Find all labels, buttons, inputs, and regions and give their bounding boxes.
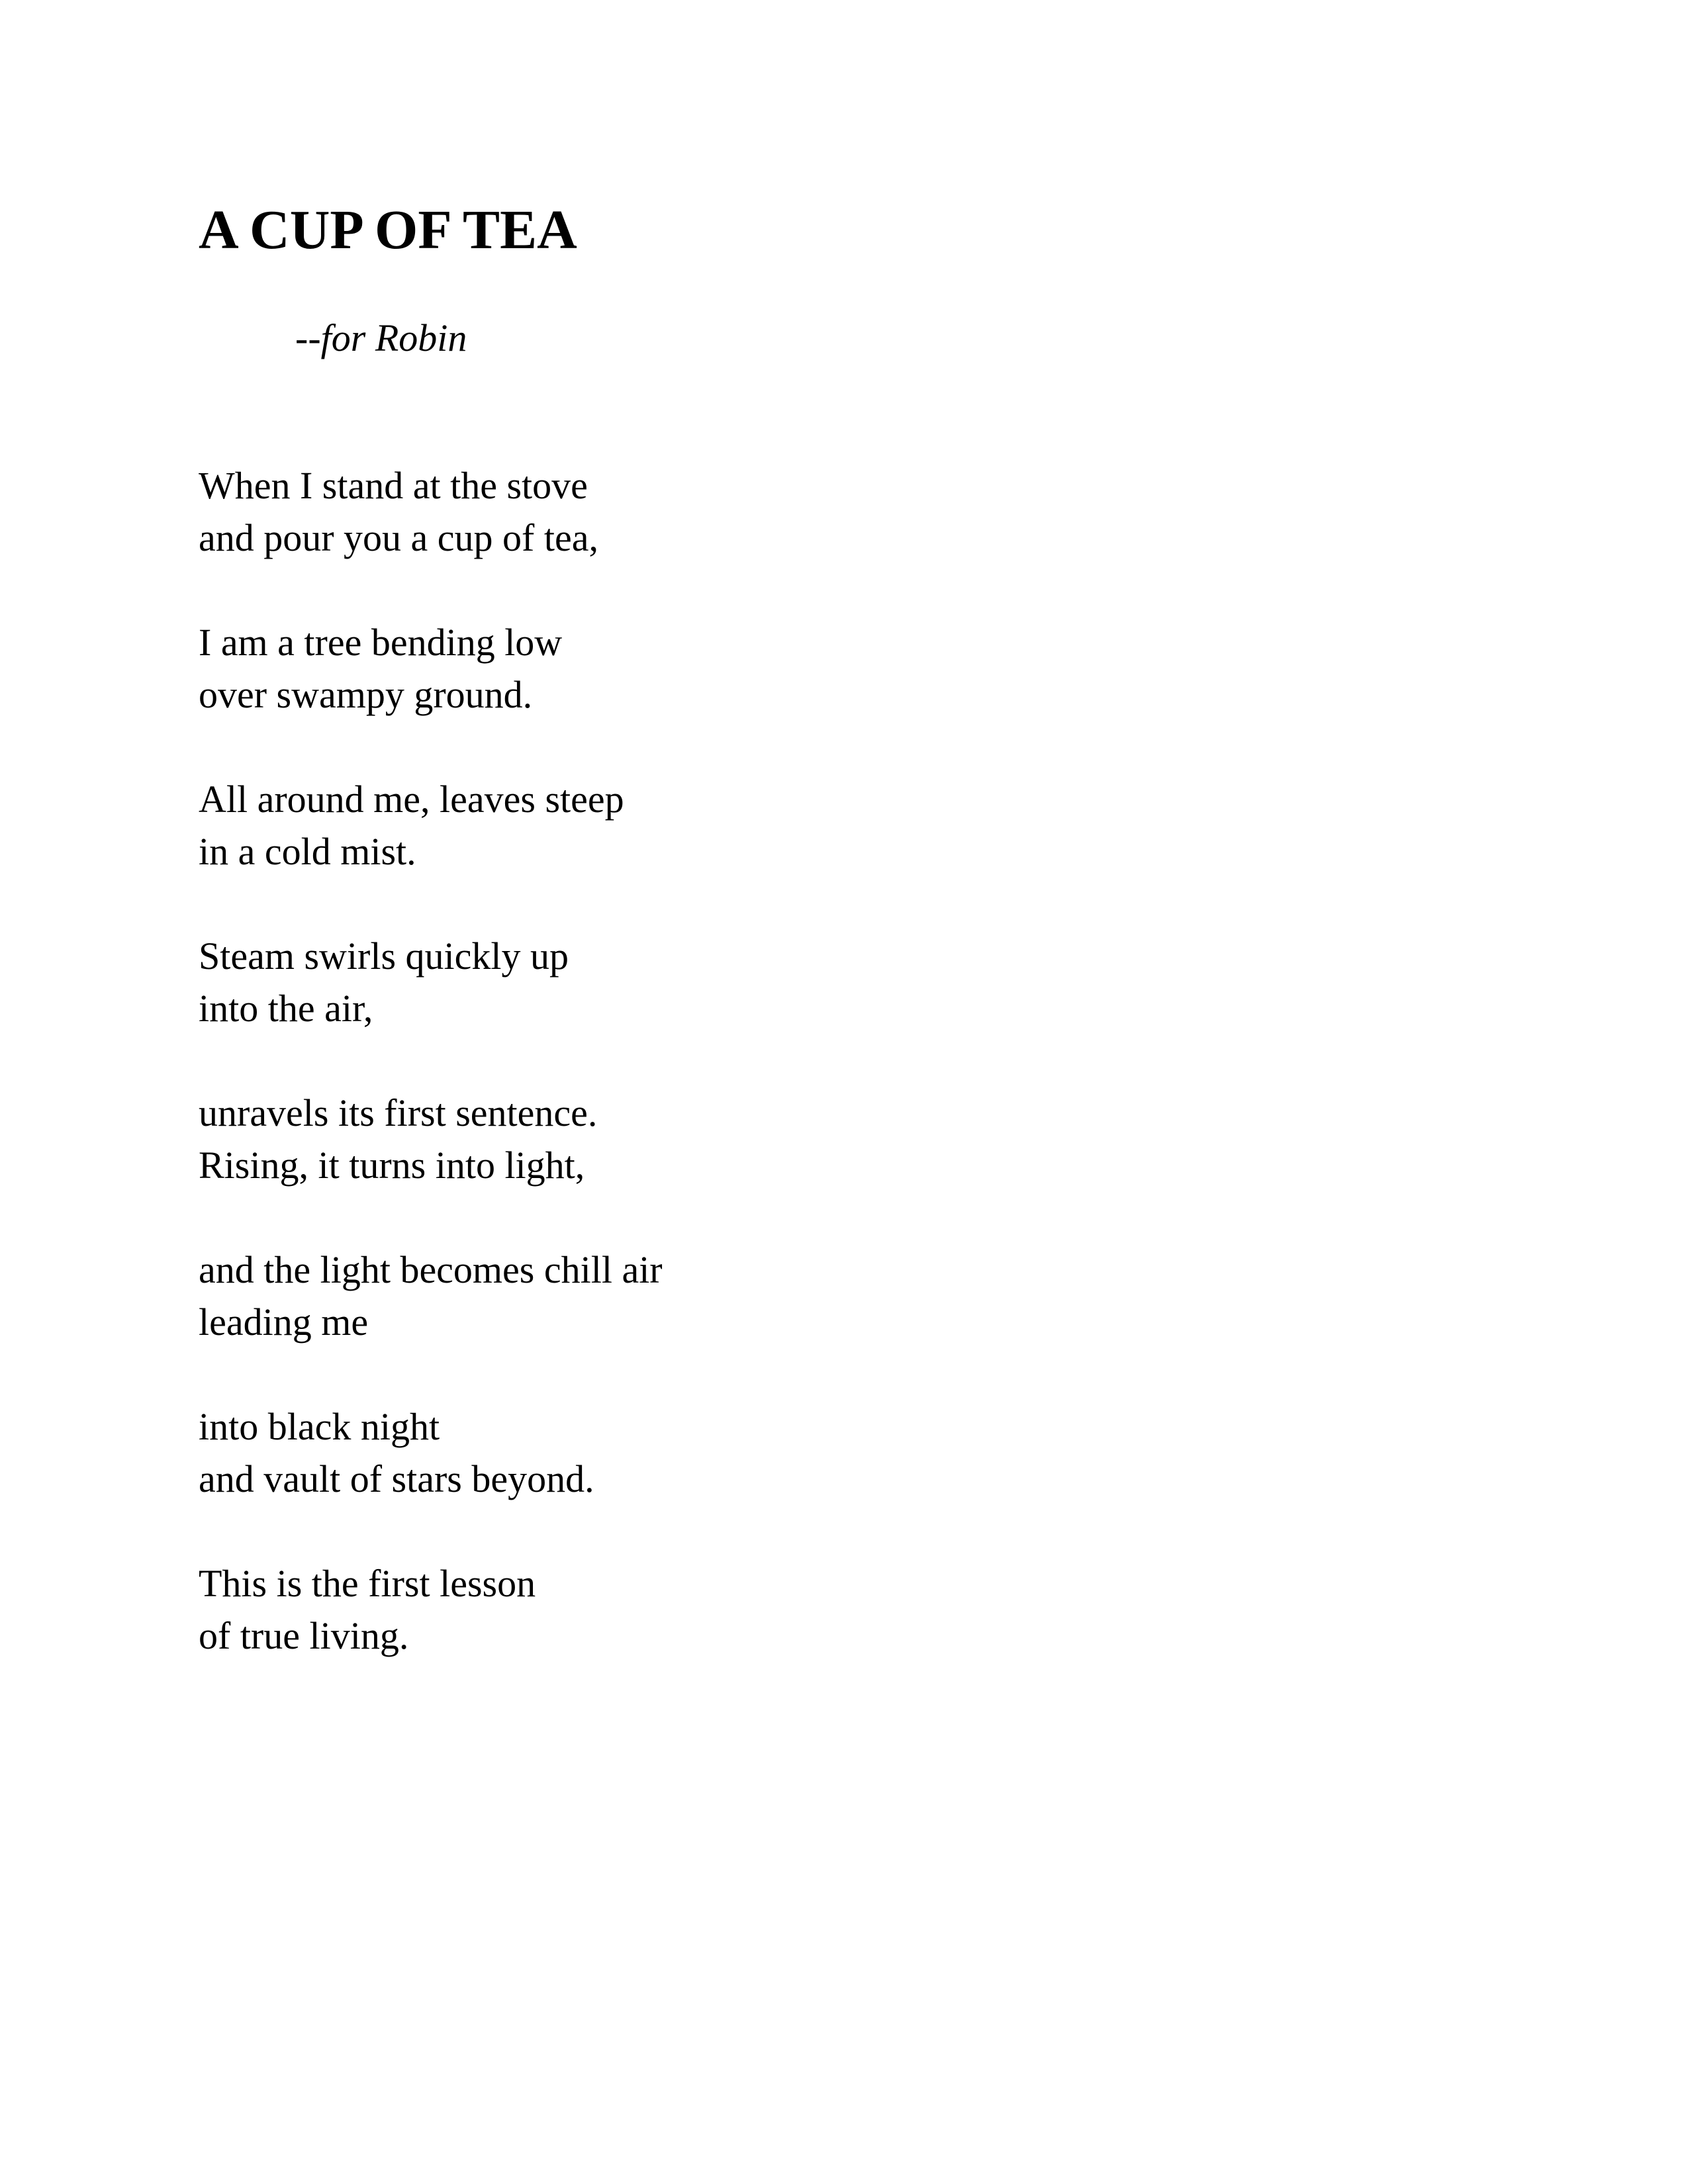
poem-line: in a cold mist.	[199, 830, 416, 873]
stanza	[199, 930, 663, 1034]
poem-line: I am a tree bending low	[199, 621, 563, 664]
poem-line: and vault of stars beyond.	[199, 1457, 594, 1500]
poem-dedication: --for Robin	[295, 316, 467, 359]
poem-line: into black night	[199, 1405, 440, 1448]
poem-line: over swampy ground.	[199, 673, 533, 716]
stanza	[199, 1557, 663, 1662]
stanza	[199, 1400, 663, 1505]
poem-line: unravels its first sentence.	[199, 1091, 598, 1134]
poem-line: and the light becomes chill air	[199, 1248, 663, 1291]
poem-line: and pour you a cup of tea,	[199, 516, 598, 559]
poem-line: Rising, it turns into light,	[199, 1144, 585, 1187]
poem-line: Steam swirls quickly up	[199, 934, 569, 978]
stanza	[199, 1087, 663, 1191]
poem-line: into the air,	[199, 987, 373, 1030]
poem-line: All around me, leaves steep	[199, 778, 624, 821]
stanza	[199, 1244, 663, 1348]
stanza	[199, 459, 663, 564]
poem-body	[199, 459, 663, 1714]
poem-title: A CUP OF TEA	[199, 199, 577, 261]
poem-line: This is the first lesson	[199, 1562, 536, 1605]
stanza	[199, 616, 663, 721]
poem-line: When I stand at the stove	[199, 464, 588, 507]
poem-line: leading me	[199, 1300, 369, 1343]
poem-line: of true living.	[199, 1614, 409, 1657]
stanza	[199, 773, 663, 878]
